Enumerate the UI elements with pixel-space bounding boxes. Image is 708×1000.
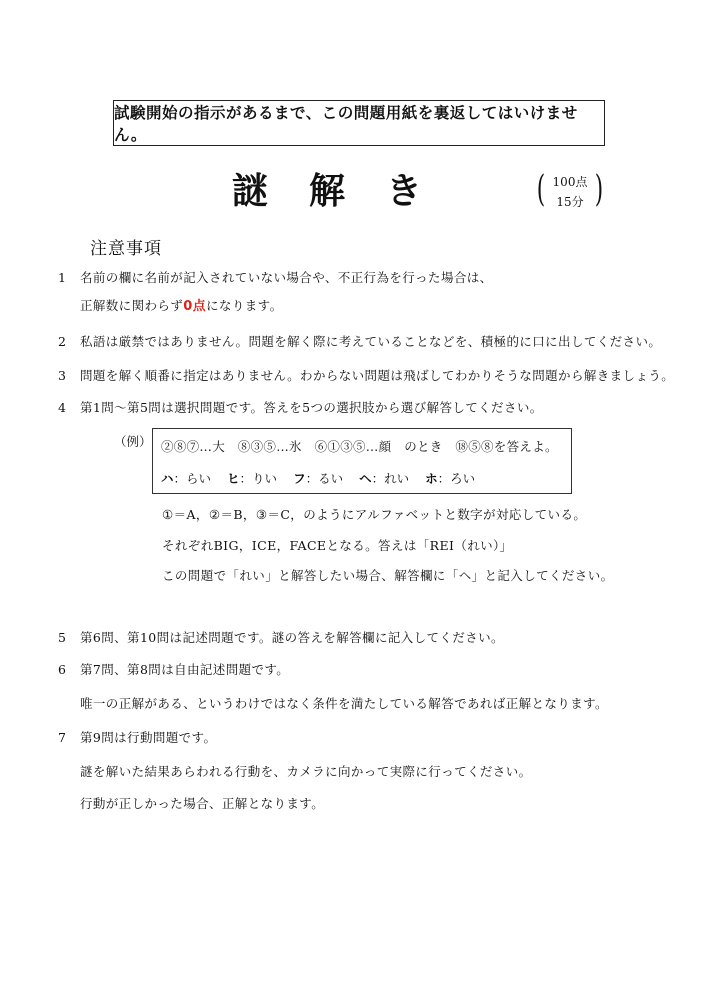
example-question: ②⑧⑦…大 ⑧③⑤…氷 ⑥①③⑤…顔 のとき ⑱⑤⑧を答えよ。 (161, 439, 558, 454)
example-note: ①＝A，②＝B，③＝C，のようにアルファベットと数字が対応している。 (162, 507, 587, 522)
zero-points-warning: 0点 (183, 299, 207, 314)
option-ho (425, 469, 475, 487)
item-text-pre: 正解数に関わらず (80, 298, 184, 313)
item-number: 2 (58, 334, 67, 349)
section-title: 注意事項 (90, 239, 162, 259)
option-value: ：れい (371, 471, 410, 486)
option-value: ：らい (173, 471, 212, 486)
notice-text: 試験開始の指示があるまで、この問題用紙を裏返してはいけません。 (114, 104, 578, 144)
score-time: 15分 (556, 195, 584, 209)
option-key: ヘ (359, 471, 372, 486)
item-text: 第6問、第10問は記述問題です。謎の答えを解答欄に記入してください。 (80, 630, 504, 645)
page-title (232, 168, 422, 216)
right-paren: ) (594, 169, 604, 210)
example-label: （例） (114, 434, 152, 449)
title-char: 解 (308, 171, 345, 212)
item-number: 4 (58, 400, 67, 415)
item-text: 第7問、第8問は自由記述問題です。 (80, 662, 290, 677)
option-key: ホ (425, 471, 438, 486)
title-char: き (385, 171, 422, 212)
item-text: 私語は厳禁ではありません。問題を解く際に考えていることなどを、積極的に口に出してください。 (80, 334, 662, 349)
score-points: 100点 (552, 175, 588, 189)
option-fu (293, 469, 343, 487)
item-text-line2: 唯一の正解がある、というわけではなく条件を満たしている解答であれば正解となります。 (80, 696, 608, 711)
example-options (161, 469, 475, 487)
option-value: ：りい (239, 471, 278, 486)
notice-banner (113, 100, 605, 146)
option-key: ヒ (227, 471, 240, 486)
score-info (538, 170, 602, 214)
item-number: 6 (58, 662, 67, 677)
item-number: 3 (58, 368, 67, 383)
option-value: ：るい (305, 471, 344, 486)
item-text: 第9問は行動問題です。 (80, 730, 217, 745)
option-hi (227, 469, 277, 487)
example-box (152, 428, 572, 494)
option-key: フ (293, 471, 306, 486)
item-text: 問題を解く順番に指定はありません。わからない問題は飛ばしてわかりそうな問題から解きましょう。 (80, 368, 675, 383)
example-note: それぞれBIG，ICE，FACEとなる。答えは「REI（れい）」 (162, 538, 513, 553)
option-key: ハ (161, 471, 174, 486)
item-number: 5 (58, 630, 67, 645)
item-text-post: になります。 (206, 298, 283, 313)
option-he (359, 469, 409, 487)
item-text: 第1問～第5問は選択問題です。答えを5つの選択肢から選び解答してください。 (80, 400, 543, 415)
item-text-line3: 行動が正しかった場合、正解となります。 (80, 796, 325, 811)
item-text-line2 (80, 296, 282, 317)
option-ha (161, 469, 211, 487)
item-number: 7 (58, 730, 67, 745)
item-text: 名前の欄に名前が記入されていない場合や、不正行為を行った場合は、 (80, 270, 493, 285)
left-paren: ( (536, 169, 546, 210)
item-text-line2: 謎を解いた結果あらわれる行動を、カメラに向かって実際に行ってください。 (80, 764, 532, 779)
item-number: 1 (58, 270, 67, 285)
example-note: この問題で「れい」と解答したい場合、解答欄に「ヘ」と記入してください。 (162, 568, 614, 583)
title-char: 謎 (232, 171, 269, 212)
option-value: ：ろい (437, 471, 476, 486)
